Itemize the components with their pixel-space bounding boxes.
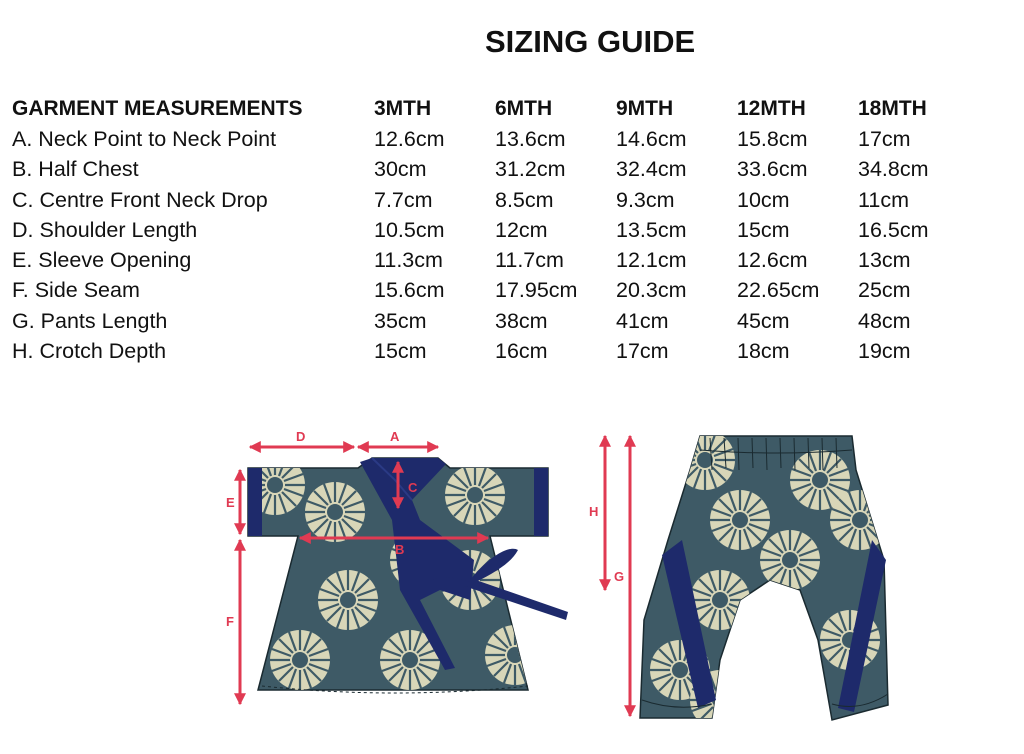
cell: 16cm <box>495 339 548 364</box>
cell: 19cm <box>858 339 911 364</box>
cell: 15cm <box>374 339 427 364</box>
row-label: D. Shoulder Length <box>12 217 198 242</box>
cell: 13.6cm <box>495 126 566 151</box>
cell: 20.3cm <box>616 278 687 303</box>
cell: 17.95cm <box>495 278 578 303</box>
row-label: C. Centre Front Neck Drop <box>12 187 268 212</box>
cell: 31.2cm <box>495 157 566 182</box>
label-g: G <box>614 569 625 584</box>
col-header-9mth: 9MTH <box>616 97 674 121</box>
cell: 30cm <box>374 157 427 182</box>
jacket-drawing <box>245 455 568 693</box>
cell: 15.6cm <box>374 278 445 303</box>
cell: 11cm <box>858 187 909 212</box>
cell: 12cm <box>495 217 548 242</box>
cell: 12.1cm <box>616 248 687 273</box>
cell: 22.65cm <box>737 278 820 303</box>
cell: 11.3cm <box>374 248 443 273</box>
label-a: A <box>390 429 400 444</box>
label-b: B <box>395 542 405 557</box>
cell: 18cm <box>737 339 790 364</box>
page-title: SIZING GUIDE <box>485 24 696 59</box>
label-e: E <box>226 495 235 510</box>
cell: 41cm <box>616 308 669 333</box>
cell: 12.6cm <box>737 248 808 273</box>
col-header-measurement: GARMENT MEASUREMENTS <box>12 97 303 121</box>
row-label: A. Neck Point to Neck Point <box>12 126 277 151</box>
cell: 45cm <box>737 308 790 333</box>
cell: 7.7cm <box>374 187 433 212</box>
cell: 25cm <box>858 278 911 303</box>
cell: 34.8cm <box>858 157 929 182</box>
cell: 17cm <box>858 126 911 151</box>
col-header-18mth: 18MTH <box>858 97 927 121</box>
cell: 14.6cm <box>616 126 687 151</box>
col-header-12mth: 12MTH <box>737 97 806 121</box>
label-c: C <box>408 480 418 495</box>
row-label: B. Half Chest <box>12 157 139 182</box>
cell: 48cm <box>858 308 911 333</box>
row-label: E. Sleeve Opening <box>12 248 192 273</box>
cell: 32.4cm <box>616 157 687 182</box>
cell: 9.3cm <box>616 187 675 212</box>
row-label: F. Side Seam <box>12 278 140 303</box>
cell: 15.8cm <box>737 126 808 151</box>
cell: 11.7cm <box>495 248 564 273</box>
row-label: H. Crotch Depth <box>12 339 167 364</box>
label-d: D <box>296 429 306 444</box>
cell: 10cm <box>737 187 790 212</box>
cell: 13cm <box>858 248 911 273</box>
cell: 38cm <box>495 308 548 333</box>
cell: 35cm <box>374 308 427 333</box>
pants-drawing <box>640 430 890 730</box>
cell: 33.6cm <box>737 157 808 182</box>
cell: 13.5cm <box>616 217 687 242</box>
row-label: G. Pants Length <box>12 308 168 333</box>
label-h: H <box>589 504 599 519</box>
cell: 17cm <box>616 339 669 364</box>
col-header-3mth: 3MTH <box>374 97 432 121</box>
cell: 10.5cm <box>374 217 445 242</box>
col-header-6mth: 6MTH <box>495 97 553 121</box>
cell: 8.5cm <box>495 187 554 212</box>
cell: 12.6cm <box>374 126 445 151</box>
cell: 16.5cm <box>858 217 929 242</box>
cell: 15cm <box>737 217 790 242</box>
label-f: F <box>226 614 234 629</box>
